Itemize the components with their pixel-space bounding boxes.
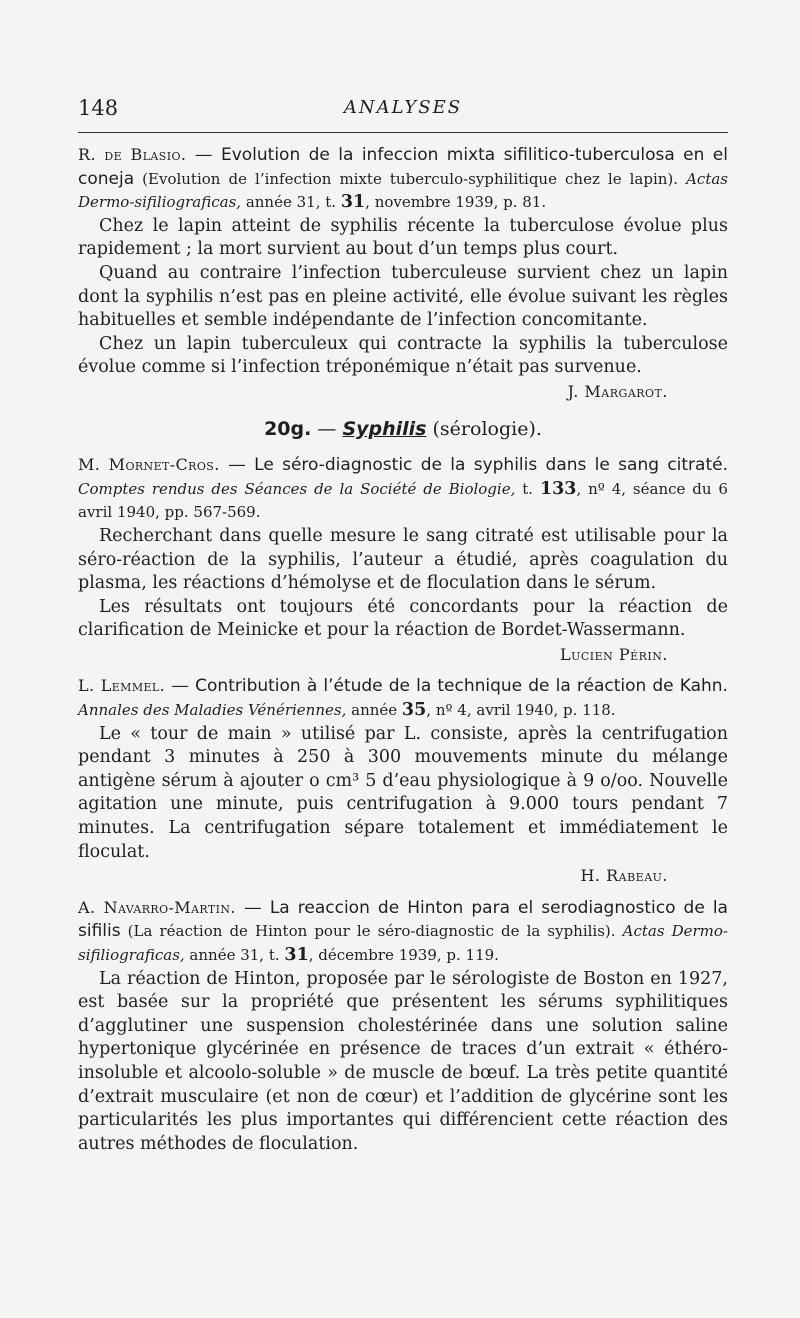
section-dash: — [311,417,343,440]
entry-body [78,723,728,865]
header-rule [78,132,728,133]
entry-paragraph: Chez un lapin tuberculeux qui contracte la syphilis la tuberculose évolue comme si l’infection tréponémique n’était pas survenue. [78,333,728,378]
abstract-entry [78,674,728,887]
section-title: Syphilis [342,417,427,440]
entry-signature: H. Rabeau. [580,866,668,886]
entry-journal: Actas Dermo-sifiliograficas, [78,922,728,964]
entry-volume: 31 [340,192,366,213]
entry-signature: J. Margarot. [567,381,668,401]
abstract-entry [78,896,728,1157]
entry-dash: — [186,145,221,165]
entry-translation: (La réaction de Hinton pour le séro-diagnostic de la syphilis). [120,922,623,941]
entry-dash: — [219,455,255,476]
entry-author: A. Navarro-Martin. [78,897,236,917]
entry-paragraph: Chez le lapin atteint de syphilis récente la tuberculose évolue plus rapidement ; la mort survient au bout d’un temps plus court. [78,215,728,260]
entry-paragraph: Recherchant dans quelle mesure le sang citraté est utilisable pour la séro-réaction de la syphilis, l’auteur a étudié, après coagulation du plasma, les réactions d’hémolyse et de floculation dans le sérum. [78,525,728,594]
entry-title: La reaccion de Hinton para el serodiagnostico de la sifilis [78,897,728,942]
entry-title: Evolution de la infeccion mixta sifilitico-tuberculosa en el coneja [78,145,728,189]
entry-author: M. Mornet-Cros. [78,455,220,475]
entry-author: L. Lemmel. [78,676,166,696]
entry-dash: — [235,897,270,918]
entry-signature: Lucien Périn. [559,644,668,664]
entry-title: Contribution à l’étude de la technique de la réaction de Kahn. [195,676,728,697]
running-head: ANALYSES [343,97,463,118]
section-heading [78,418,728,442]
entry-paragraph: Les résultats ont toujours été concordants pour la réaction de clarification de Meinicke et pour la réaction de Bordet-Wassermann. [78,596,728,641]
entry-cite-b: , novembre 1939, p. 81. [365,193,547,212]
entry-journal: Comptes rendus des Séances de la Société de Biologie, [78,479,516,498]
entry-journal: Annales des Maladies Vénériennes, [78,701,347,720]
entry-body [78,215,728,380]
entry-translation: (Evolution de l’infection mixte tuberculo-syphilitique chez le lapin). [134,169,687,188]
entry-journal: Actas Dermo-sifiliograficas, [78,169,728,212]
entry-cite-b: , décembre 1939, p. 119. [308,946,499,964]
article-content [78,143,728,1164]
entry-dash: — [165,676,196,697]
page-number: 148 [78,96,119,120]
entry-body [78,968,728,1157]
entry-cite-a: année 31, t. [184,946,285,964]
entry-cite-a: année [346,701,402,720]
entry-paragraph: Le « tour de main » utilisé par L. consiste, après la centrifugation pendant 3 minutes à 250 à 300 mouvements minute du mélange antigène sérum à ajouter o cm³ 5 d’eau physiologique à 9 o/oo. Nouvelle agitation une minute, puis centrifugation à 9.000 tours pendant 7 minutes. La centrifugation sépare totalement et immédiatement le floculat. [78,723,728,862]
entry-heading [78,453,728,525]
section-number: 20g. [264,417,312,440]
entry-body [78,525,728,643]
entry-paragraph: La réaction de Hinton, proposée par le sérologiste de Boston en 1927, est basée sur la propriété que présentent les sérums syphilitiques d’agglutiner une suspension cholestérinée dans une solution saline hypertonique glycérinée en présence de traces d’un extrait « éthéro-insoluble et alcoolo-soluble » de muscle de bœuf. La très petite quantité d’extrait musculaire (et non de cœur) et l’addition de glycérine sont les particularités les plus importantes qui différencient cette réaction des autres méthodes de floculation. [78,968,728,1154]
entry-cite-a: année 31, t. [241,193,341,212]
abstract-entry [78,143,728,404]
entry-paragraph: Quand au contraire l’infection tuberculeuse survient chez un lapin dont la syphilis n’est pas en pleine activité, elle évolue suivant les règles habituelles et semble indépendante de l’infection concomitante. [78,262,728,331]
entry-heading [78,674,728,722]
entry-cite-b: , nº 4, avril 1940, p. 118. [426,701,616,720]
entry-author: R. de Blasio. [78,145,187,164]
section-subtitle: (sérologie). [426,417,542,440]
entry-heading [78,143,728,215]
entry-cite-a: t. [515,479,540,498]
entry-title: Le séro-diagnostic de la syphilis dans le sang citraté. [254,455,728,476]
abstract-entry [78,453,728,666]
entry-volume: 133 [539,478,577,499]
entry-volume: 31 [284,945,309,965]
entry-cite-b: , nº 4, séance du 6 avril 1940, pp. 567-569. [78,479,728,522]
page-header [78,96,728,126]
entry-volume: 35 [401,700,427,721]
entry-heading [78,896,728,968]
